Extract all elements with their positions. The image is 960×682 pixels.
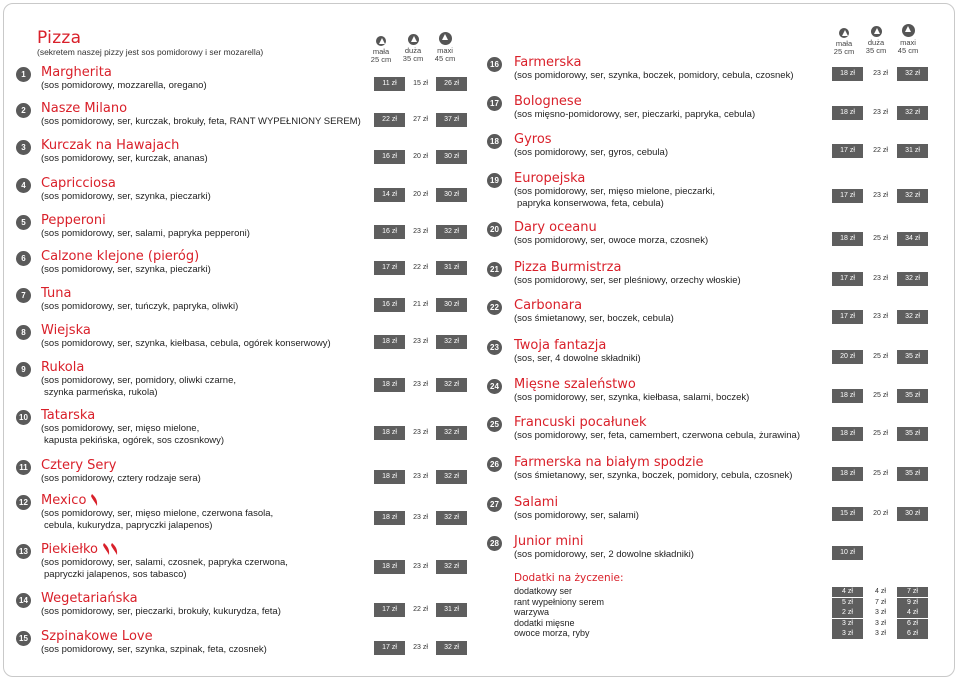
item-name: Piekiełko xyxy=(41,542,99,557)
price-maxi: 31 zł xyxy=(897,144,928,158)
item-description: (sos pomidorowy, ser, kurczak, brokuły, feta, RANT WYPEŁNIONY SEREM) xyxy=(41,116,361,127)
extras-row-name: dodatki mięsne xyxy=(514,617,575,628)
menu-title: Pizza xyxy=(37,28,82,48)
item-description: (sos pomidorowy, ser, 2 dowolne składniki) xyxy=(514,549,694,560)
price-small: 15 zł xyxy=(832,507,863,521)
price-maxi: 32 zł xyxy=(897,310,928,324)
item-description: (sos pomidorowy, ser, gyros, cebula) xyxy=(514,147,668,158)
extras-price-small: 2 zł xyxy=(832,608,863,618)
item-name: Wegetariańska xyxy=(41,591,138,606)
item-name: Rukola xyxy=(41,360,85,375)
extras-price-maxi: 7 zł xyxy=(897,587,928,597)
item-description: kapusta pekińska, ogórek, sos czosnkowy) xyxy=(44,435,225,446)
price-maxi: 30 zł xyxy=(436,188,467,202)
item-number-badge: 2 xyxy=(16,103,31,118)
item-number-badge: 12 xyxy=(16,495,31,510)
extras-price-large: 7 zł xyxy=(875,598,886,606)
item-number-badge: 23 xyxy=(487,340,502,355)
extras-price-small: 5 zł xyxy=(832,598,863,608)
price-small: 14 zł xyxy=(374,188,405,202)
item-description: (sos pomidorowy, ser, szynka, pieczarki) xyxy=(41,264,211,275)
price-large: 25 zł xyxy=(873,235,888,242)
item-name: Tatarska xyxy=(41,408,96,423)
extras-price-small: 4 zł xyxy=(832,587,863,597)
item-description: (sos pomidorowy, ser, salami, papryka pepperoni) xyxy=(41,228,250,239)
item-description: (sos pomidorowy, ser, mięso mielone, czerwona fasola, xyxy=(41,508,274,519)
price-large: 21 zł xyxy=(413,301,428,308)
item-number-badge: 21 xyxy=(487,262,502,277)
price-large: 23 zł xyxy=(413,514,428,521)
price-small: 17 zł xyxy=(832,310,863,324)
price-maxi: 32 zł xyxy=(436,426,467,440)
size-cm: 35 cm xyxy=(402,54,424,63)
item-description: (sos pomidorowy, ser, feta, camembert, czerwona cebula, żurawina) xyxy=(514,430,800,441)
price-small: 10 zł xyxy=(832,546,863,560)
item-name: Margherita xyxy=(41,65,112,80)
item-description: (sos mięsno-pomidorowy, ser, pieczarki, papryka, cebula) xyxy=(514,109,756,120)
price-maxi: 34 zł xyxy=(897,232,928,246)
size-name: duża xyxy=(404,46,422,55)
price-large: 23 zł xyxy=(413,644,428,651)
price-maxi: 35 zł xyxy=(897,427,928,441)
price-large: 25 zł xyxy=(873,470,888,477)
price-small: 17 zł xyxy=(374,603,405,617)
price-large: 22 zł xyxy=(413,606,428,613)
item-name: Gyros xyxy=(514,132,552,147)
extras-price-maxi: 9 zł xyxy=(897,598,928,608)
item-name: Cztery Sery xyxy=(41,458,117,473)
item-number-badge: 16 xyxy=(487,57,502,72)
price-small: 20 zł xyxy=(832,350,863,364)
price-small: 16 zł xyxy=(374,150,405,164)
item-name: Junior mini xyxy=(514,534,584,549)
price-large: 23 zł xyxy=(413,563,428,570)
item-number-badge: 7 xyxy=(16,288,31,303)
size-column-mała xyxy=(365,34,397,64)
item-description: (sos pomidorowy, ser, szynka, szpinak, feta, czosnek) xyxy=(41,644,267,655)
pizza-slice-icon xyxy=(902,24,915,37)
item-number-badge: 15 xyxy=(16,631,31,646)
item-number-badge: 27 xyxy=(487,497,502,512)
item-description: papryka konserwowa, feta, cebula) xyxy=(517,198,664,209)
item-description: (sos pomidorowy, ser, tuńczyk, papryka, oliwki) xyxy=(41,301,239,312)
price-maxi: 32 zł xyxy=(897,189,928,203)
item-description: (sos pomidorowy, ser, szynka, kiełbasa, cebula, ogórek konserwowy) xyxy=(41,338,331,349)
price-small: 18 zł xyxy=(832,232,863,246)
price-small: 17 zł xyxy=(374,261,405,275)
extras-row-name: owoce morza, ryby xyxy=(514,628,590,638)
price-maxi: 32 zł xyxy=(436,560,467,574)
item-name: Europejska xyxy=(514,171,586,186)
extras-price-maxi: 6 zł xyxy=(897,619,928,629)
price-maxi: 31 zł xyxy=(436,261,467,275)
item-description: (sos pomidorowy, ser, szynka, kiełbasa, salami, boczek) xyxy=(514,392,750,403)
price-small: 16 zł xyxy=(374,298,405,312)
item-name: Francuski pocałunek xyxy=(514,415,647,430)
extras-row-name: dodatkowy ser xyxy=(514,586,573,596)
item-name: Wiejska xyxy=(41,323,91,338)
pizza-slice-icon xyxy=(839,28,849,38)
chili-pepper-icon xyxy=(90,493,100,507)
price-large: 23 zł xyxy=(413,381,428,388)
price-maxi: 35 zł xyxy=(897,389,928,403)
price-maxi: 32 zł xyxy=(436,335,467,349)
item-number-badge: 24 xyxy=(487,379,502,394)
chili-pepper-icon xyxy=(110,542,120,556)
item-description: cebula, kukurydza, papryczki jalapenos) xyxy=(44,520,213,531)
price-maxi: 26 zł xyxy=(436,77,467,91)
price-large: 27 zł xyxy=(413,116,428,123)
price-maxi: 30 zł xyxy=(436,150,467,164)
price-small: 18 zł xyxy=(374,470,405,484)
extras-price-maxi: 4 zł xyxy=(897,608,928,618)
item-number-badge: 5 xyxy=(16,215,31,230)
size-name: maxi xyxy=(900,38,916,47)
size-column-mała xyxy=(828,26,860,56)
item-name: Pizza Burmistrza xyxy=(514,260,622,275)
item-name: Kurczak na Hawajach xyxy=(41,138,180,153)
price-large: 25 zł xyxy=(873,353,888,360)
item-name: Calzone klejone (pieróg) xyxy=(41,249,200,264)
extras-price-large: 3 zł xyxy=(875,619,886,627)
item-number-badge: 1 xyxy=(16,67,31,82)
price-large: 23 zł xyxy=(413,228,428,235)
menu-subtitle: (sekretem naszej pizzy jest sos pomidorowy i ser mozarella) xyxy=(37,47,264,57)
price-small: 18 zł xyxy=(832,427,863,441)
price-small: 18 zł xyxy=(374,378,405,392)
price-maxi: 35 zł xyxy=(897,467,928,481)
price-maxi: 35 zł xyxy=(897,350,928,364)
item-number-badge: 20 xyxy=(487,222,502,237)
item-description: (sos pomidorowy, ser, kurczak, ananas) xyxy=(41,153,208,164)
price-large: 15 zł xyxy=(413,80,428,87)
item-description: szynka parmeńska, rukola) xyxy=(44,387,158,398)
price-small: 18 zł xyxy=(832,67,863,81)
price-small: 18 zł xyxy=(374,426,405,440)
item-number-badge: 22 xyxy=(487,300,502,315)
item-number-badge: 11 xyxy=(16,460,31,475)
item-description: (sos śmietanowy, ser, szynka, boczek, pomidory, cebula, czosnek) xyxy=(514,470,793,481)
price-large: 25 zł xyxy=(873,430,888,437)
extras-title: Dodatki na życzenie: xyxy=(514,572,624,584)
item-name: Salami xyxy=(514,495,559,510)
item-number-badge: 4 xyxy=(16,178,31,193)
item-description: (sos śmietanowy, ser, boczek, cebula) xyxy=(514,313,674,324)
price-large: 22 zł xyxy=(873,147,888,154)
price-maxi: 37 zł xyxy=(436,113,467,127)
extras-price-small: 3 zł xyxy=(832,629,863,639)
price-large: 22 zł xyxy=(413,264,428,271)
item-name: Tuna xyxy=(41,286,72,301)
price-small: 18 zł xyxy=(832,389,863,403)
pizza-slice-icon xyxy=(408,34,419,45)
price-maxi: 32 zł xyxy=(897,272,928,286)
item-description: (sos pomidorowy, ser, mięso mielone, xyxy=(41,423,200,434)
price-large: 23 zł xyxy=(873,109,888,116)
item-description: papryczki jalapenos, sos tabasco) xyxy=(44,569,187,580)
price-maxi: 32 zł xyxy=(436,225,467,239)
item-description: (sos pomidorowy, ser, szynka, pieczarki) xyxy=(41,191,211,202)
extras-price-maxi: 6 zł xyxy=(897,629,928,639)
item-number-badge: 6 xyxy=(16,251,31,266)
item-name: Dary oceanu xyxy=(514,220,597,235)
price-large: 25 zł xyxy=(873,392,888,399)
price-small: 18 zł xyxy=(832,467,863,481)
extras-price-large: 3 zł xyxy=(875,630,886,637)
item-name: Pepperoni xyxy=(41,213,106,228)
price-small: 18 zł xyxy=(832,106,863,120)
item-number-badge: 18 xyxy=(487,134,502,149)
item-description: (sos pomidorowy, cztery rodzaje sera) xyxy=(41,473,201,484)
size-column-duża xyxy=(860,26,892,56)
item-description: (sos, ser, 4 dowolne składniki) xyxy=(514,353,641,364)
size-cm: 45 cm xyxy=(434,54,456,63)
item-description: (sos pomidorowy, mozzarella, oregano) xyxy=(41,80,207,91)
extras-price-large: 4 zł xyxy=(875,588,886,595)
item-name: Bolognese xyxy=(514,94,582,109)
item-name: Szpinakowe Love xyxy=(41,629,153,644)
size-cm: 45 cm xyxy=(897,46,919,55)
item-description: (sos pomidorowy, ser, pieczarki, brokuły, kukurydza, feta) xyxy=(41,606,281,617)
price-small: 17 zł xyxy=(832,189,863,203)
price-large: 23 zł xyxy=(873,70,888,77)
price-large: 23 zł xyxy=(413,338,428,345)
size-column-duża xyxy=(397,34,429,64)
item-number-badge: 19 xyxy=(487,173,502,188)
size-cm: 35 cm xyxy=(865,46,887,55)
price-large: 20 zł xyxy=(873,510,888,517)
item-number-badge: 3 xyxy=(16,140,31,155)
size-column-maxi xyxy=(429,34,461,64)
item-number-badge: 8 xyxy=(16,325,31,340)
item-name: Twoja fantazja xyxy=(514,338,607,353)
item-number-badge: 14 xyxy=(16,593,31,608)
pizza-slice-icon xyxy=(871,26,882,37)
item-description: (sos pomidorowy, ser, salami) xyxy=(514,510,639,521)
price-small: 17 zł xyxy=(374,641,405,655)
size-header-left xyxy=(365,34,461,64)
item-name: Nasze Milano xyxy=(41,101,128,116)
item-number-badge: 9 xyxy=(16,362,31,377)
price-maxi: 30 zł xyxy=(897,507,928,521)
item-number-badge: 28 xyxy=(487,536,502,551)
price-large: 23 zł xyxy=(873,313,888,320)
item-name: Farmerska xyxy=(514,55,582,70)
item-name: Capricciosa xyxy=(41,176,116,191)
extras-row-name: warzywa xyxy=(514,607,550,617)
price-maxi: 30 zł xyxy=(436,298,467,312)
item-number-badge: 26 xyxy=(487,457,502,472)
size-name: mała xyxy=(372,47,390,56)
item-name: Farmerska na białym spodzie xyxy=(514,455,704,470)
item-description: (sos pomidorowy, ser, owoce morza, czosnek) xyxy=(514,235,709,246)
size-cm: 25 cm xyxy=(370,55,392,64)
price-small: 17 zł xyxy=(832,144,863,158)
price-maxi: 32 zł xyxy=(897,106,928,120)
item-number-badge: 10 xyxy=(16,410,31,425)
price-small: 11 zł xyxy=(374,77,405,91)
price-maxi: 32 zł xyxy=(436,470,467,484)
item-description: (sos pomidorowy, ser, szynka, boczek, pomidory, cebula, czosnek) xyxy=(514,70,794,81)
price-maxi: 32 zł xyxy=(436,641,467,655)
price-maxi: 32 zł xyxy=(436,511,467,525)
price-large: 20 zł xyxy=(413,191,428,198)
price-large: 23 zł xyxy=(873,192,888,199)
pizza-slice-icon xyxy=(376,36,386,46)
price-small: 16 zł xyxy=(374,225,405,239)
extras-price-small: 3 zł xyxy=(832,619,863,629)
item-name: Mięsne szaleństwo xyxy=(514,377,636,392)
size-name: duża xyxy=(867,38,885,47)
size-header-right xyxy=(828,26,924,56)
item-description: (sos pomidorowy, ser, mięso mielone, pieczarki, xyxy=(514,186,715,197)
item-description: (sos pomidorowy, ser, salami, czosnek, papryka czerwona, xyxy=(41,557,288,568)
item-description: (sos pomidorowy, ser, pomidory, oliwki czarne, xyxy=(41,375,236,386)
price-small: 17 zł xyxy=(832,272,863,286)
size-column-maxi xyxy=(892,26,924,56)
pizza-slice-icon xyxy=(439,32,452,45)
price-maxi: 31 zł xyxy=(436,603,467,617)
item-number-badge: 25 xyxy=(487,417,502,432)
item-number-badge: 13 xyxy=(16,544,31,559)
price-small: 18 zł xyxy=(374,335,405,349)
price-small: 18 zł xyxy=(374,511,405,525)
size-cm: 25 cm xyxy=(833,47,855,56)
size-name: mała xyxy=(835,39,853,48)
price-large: 23 zł xyxy=(413,473,428,480)
item-name: Carbonara xyxy=(514,298,583,313)
price-maxi: 32 zł xyxy=(436,378,467,392)
price-large: 23 zł xyxy=(413,429,428,436)
item-number-badge: 17 xyxy=(487,96,502,111)
price-small: 18 zł xyxy=(374,560,405,574)
price-large: 23 zł xyxy=(873,275,888,282)
item-name: Mexico xyxy=(41,493,87,508)
price-small: 22 zł xyxy=(374,113,405,127)
item-description: (sos pomidorowy, ser, ser pleśniowy, orzechy włoskie) xyxy=(514,275,741,286)
size-name: maxi xyxy=(437,46,453,55)
price-large: 20 zł xyxy=(413,153,428,160)
price-maxi: 32 zł xyxy=(897,67,928,81)
extras-price-large: 3 zł xyxy=(875,609,886,616)
extras-row-name: rant wypełniony serem xyxy=(514,596,605,607)
